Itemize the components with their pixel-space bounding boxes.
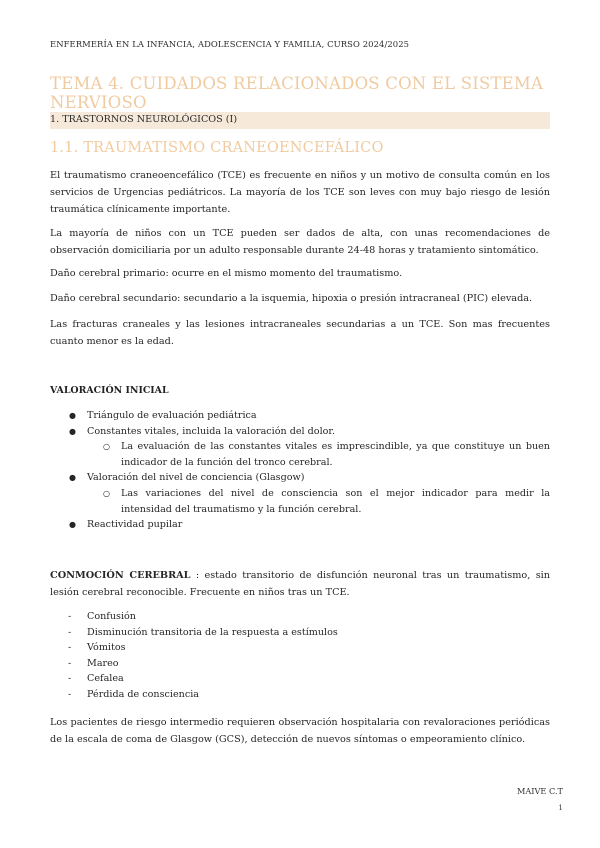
list-item (50, 408, 550, 424)
list-item (50, 671, 550, 687)
list-item-text: Confusión (87, 611, 136, 622)
dash-marker: - (68, 642, 72, 654)
list-item-text: Cefalea (87, 673, 124, 685)
section-heading-bar (50, 112, 550, 129)
dash-marker: - (68, 673, 72, 685)
page-number: 1 (558, 803, 563, 812)
bullet-icon: ● (69, 473, 76, 483)
list-item-text: Vómitos (87, 642, 126, 654)
paragraph: Daño cerebral primario: ocurre en el mismo momento del traumatismo. (50, 268, 403, 279)
chapter-title: TEMA 4. CUIDADOS RELACIONADOS CON EL SISTEMA NERVIOSO (50, 74, 544, 112)
paragraph: Daño cerebral secundario: secundario a la isquemia, hipoxia o presión intracraneal (PIC) elevada. (50, 293, 533, 304)
paragraph: La mayoría de niños con un TCE pueden ser dados de alta, con unas recomendaciones de observación domiciliaria por un adulto responsable durante 24-48 horas y tratamiento sintomático. (50, 228, 550, 256)
bullet-icon: ● (69, 426, 76, 436)
circle-bullet-icon: ○ (103, 442, 110, 452)
conmocion-definition: : estado transitorio de disfunción neuronal tras un traumatismo, sin lesión cerebral reconocible. Frecuente en niños tras un TCE. (50, 570, 550, 598)
sub-list (87, 486, 550, 517)
closing-paragraph: Los pacientes de riesgo intermedio requieren observación hospitalaria con revaloraciones periódicas de la escala de coma de Glasgow (GCS), detección de nuevos síntomas o empeoramiento clínico. (50, 717, 550, 745)
sub-list-item (87, 439, 550, 470)
list-item-text: Constantes vitales, incluida la valoración del dolor. (87, 425, 336, 437)
list-item (50, 470, 550, 517)
list-item-text: Reactividad pupilar (87, 519, 183, 531)
dash-marker: - (68, 611, 72, 622)
list-item (50, 656, 550, 672)
bullet-icon: ● (69, 411, 76, 420)
dash-marker: - (68, 688, 72, 700)
paragraph: Las fracturas craneales y las lesiones intracraneales secundarias a un TCE. Son mas frecuentes cuanto menor es la edad. (50, 319, 550, 347)
running-header: ENFERMERÍA EN LA INFANCIA, ADOLESCENCIA Y FAMILIA, CURSO 2024/2025 (50, 39, 410, 49)
list-item (50, 687, 550, 703)
conmocion-term: CONMOCIÓN CEREBRAL (50, 570, 191, 581)
symptom-list (50, 609, 550, 703)
dash-marker: - (68, 657, 72, 669)
valoracion-list (50, 408, 550, 533)
dash-marker: - (68, 626, 72, 638)
list-item-text: Valoración del nivel de conciencia (Glasgow) (87, 472, 305, 484)
list-item-text: Mareo (87, 657, 119, 669)
list-item (50, 609, 550, 625)
valoracion-heading: VALORACIÓN INICIAL (50, 385, 169, 396)
sub-list-item-text: Las variaciones del nivel de consciencia son el mejor indicador para medir la intensidad del traumatismo y la función cerebral. (121, 487, 550, 515)
paragraph: El traumatismo craneoencefálico (TCE) es frecuente en niños y un motivo de consulta común en los servicios de Urgencias pediátricos. La mayoría de los TCE son leves con muy bajo riesgo de lesión traumática clínicamente importante. (50, 170, 550, 215)
sub-list-item (87, 486, 550, 517)
sub-list-item-text: La evaluación de las constantes vitales es imprescindible, ya que constituye un buen indicador de la función del tronco cerebral. (121, 441, 550, 468)
sub-list (87, 439, 550, 470)
conmocion-paragraph (50, 567, 550, 601)
list-item (50, 517, 550, 533)
list-item-text: Pérdida de consciencia (87, 688, 199, 700)
subsection-title: 1.1. TRAUMATISMO CRANEOENCEFÁLICO (50, 140, 384, 156)
bullet-icon: ● (69, 520, 76, 530)
list-item (50, 424, 550, 471)
section-heading: 1. TRASTORNOS NEUROLÓGICOS (I) (50, 114, 238, 125)
list-item (50, 625, 550, 641)
footer-author: MAIVE C.T (516, 786, 563, 796)
list-item (50, 640, 550, 656)
list-item-text: Triángulo de evaluación pediátrica (87, 410, 257, 421)
list-item-text: Disminución transitoria de la respuesta a estímulos (87, 626, 338, 638)
circle-bullet-icon: ○ (103, 488, 110, 498)
